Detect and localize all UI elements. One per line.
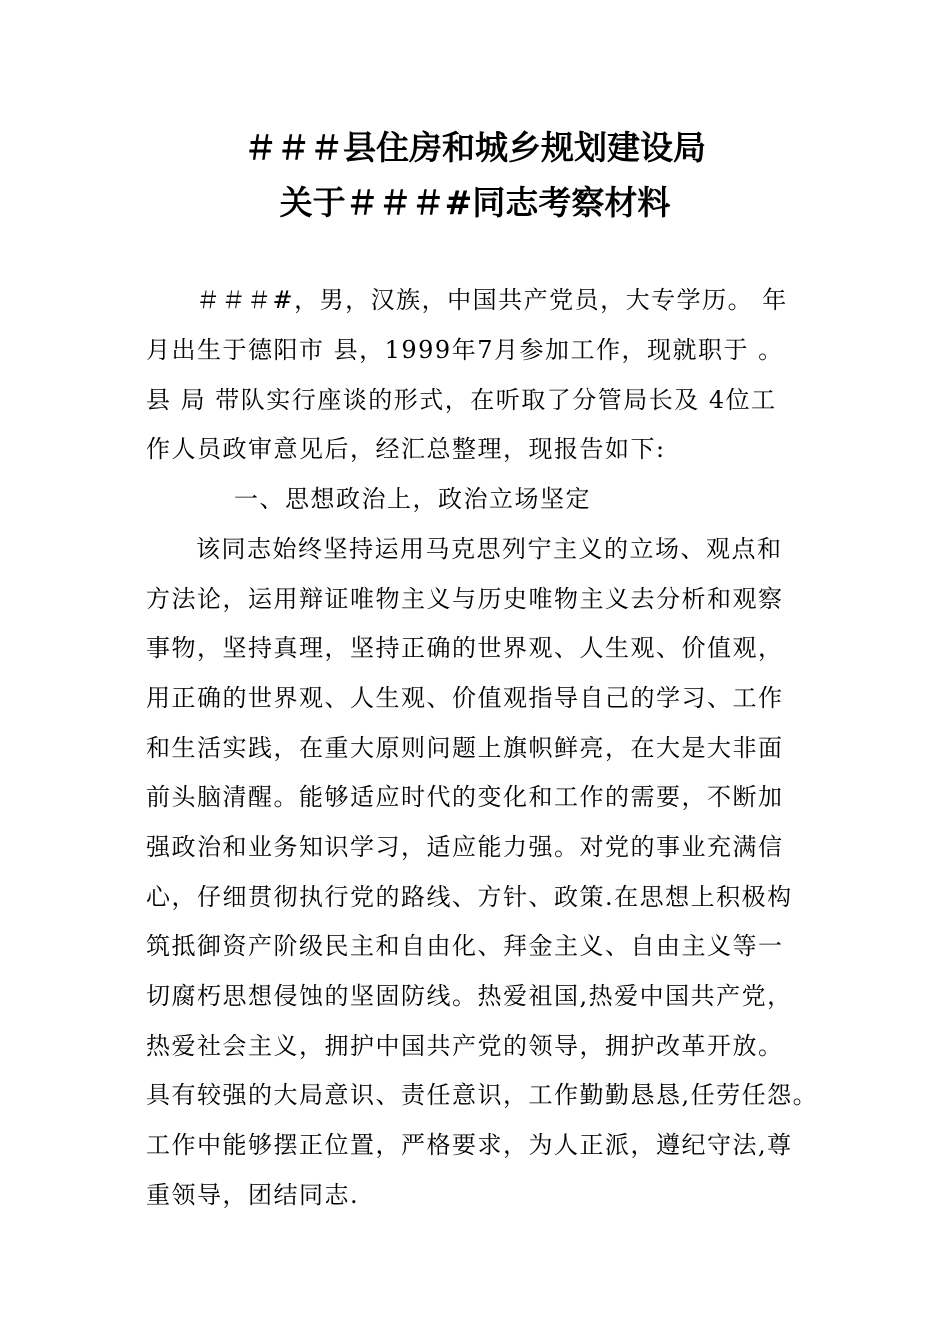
body-line: 用正确的世界观、人生观、价值观指导自己的学习、工作	[146, 684, 784, 712]
document-title-line-2: 关于＃＃＃#同志考察材料	[279, 183, 671, 222]
document-title-line-1: ＃＃＃县住房和城乡规划建设局	[244, 128, 706, 167]
body-line: 县 局 带队实行座谈的形式，在听取了分管局长及 4位工	[146, 386, 777, 414]
body-line: 工作中能够摆正位置，严格要求，为人正派，遵纪守法,尊	[146, 1131, 793, 1159]
body-line: 重领导，团结同志.	[146, 1181, 360, 1209]
body-line: 前头脑清醒。能够适应时代的变化和工作的需要，不断加	[146, 783, 784, 811]
body-line: ＃＃＃#，男，汉族，中国共产党员，大专学历。 年	[196, 286, 788, 314]
section-heading: 一、思想政治上，政治立场坚定	[234, 485, 591, 513]
body-line: 该同志始终坚持运用马克思列宁主义的立场、观点和	[196, 535, 783, 563]
body-line: 作人员政审意见后，经汇总整理，现报告如下:	[146, 435, 666, 463]
body-line: 具有较强的大局意识、责任意识，工作勤勤恳恳,任劳任怨。	[146, 1081, 819, 1109]
body-line: 方法论，运用辩证唯物主义与历史唯物主义去分析和观察	[146, 585, 784, 613]
body-line: 月出生于德阳市 县，1999年7月参加工作，现就职于 。	[146, 336, 784, 364]
body-line: 事物，坚持真理，坚持正确的世界观、人生观、价值观，	[146, 634, 784, 662]
body-line: 切腐朽思想侵蚀的坚固防线。热爱祖国,热爱中国共产党，	[146, 982, 793, 1010]
body-line: 强政治和业务知识学习，适应能力强。对党的事业充满信	[146, 833, 784, 861]
body-line: 筑抵御资产阶级民主和自由化、拜金主义、自由主义等一	[146, 932, 784, 960]
body-line: 心，仔细贯彻执行党的路线、方针、政策.在思想上积极构	[146, 883, 793, 911]
body-line: 和生活实践，在重大原则问题上旗帜鲜亮，在大是大非面	[146, 734, 784, 762]
body-line: 热爱社会主义，拥护中国共产党的领导，拥护改革开放。	[146, 1032, 784, 1060]
